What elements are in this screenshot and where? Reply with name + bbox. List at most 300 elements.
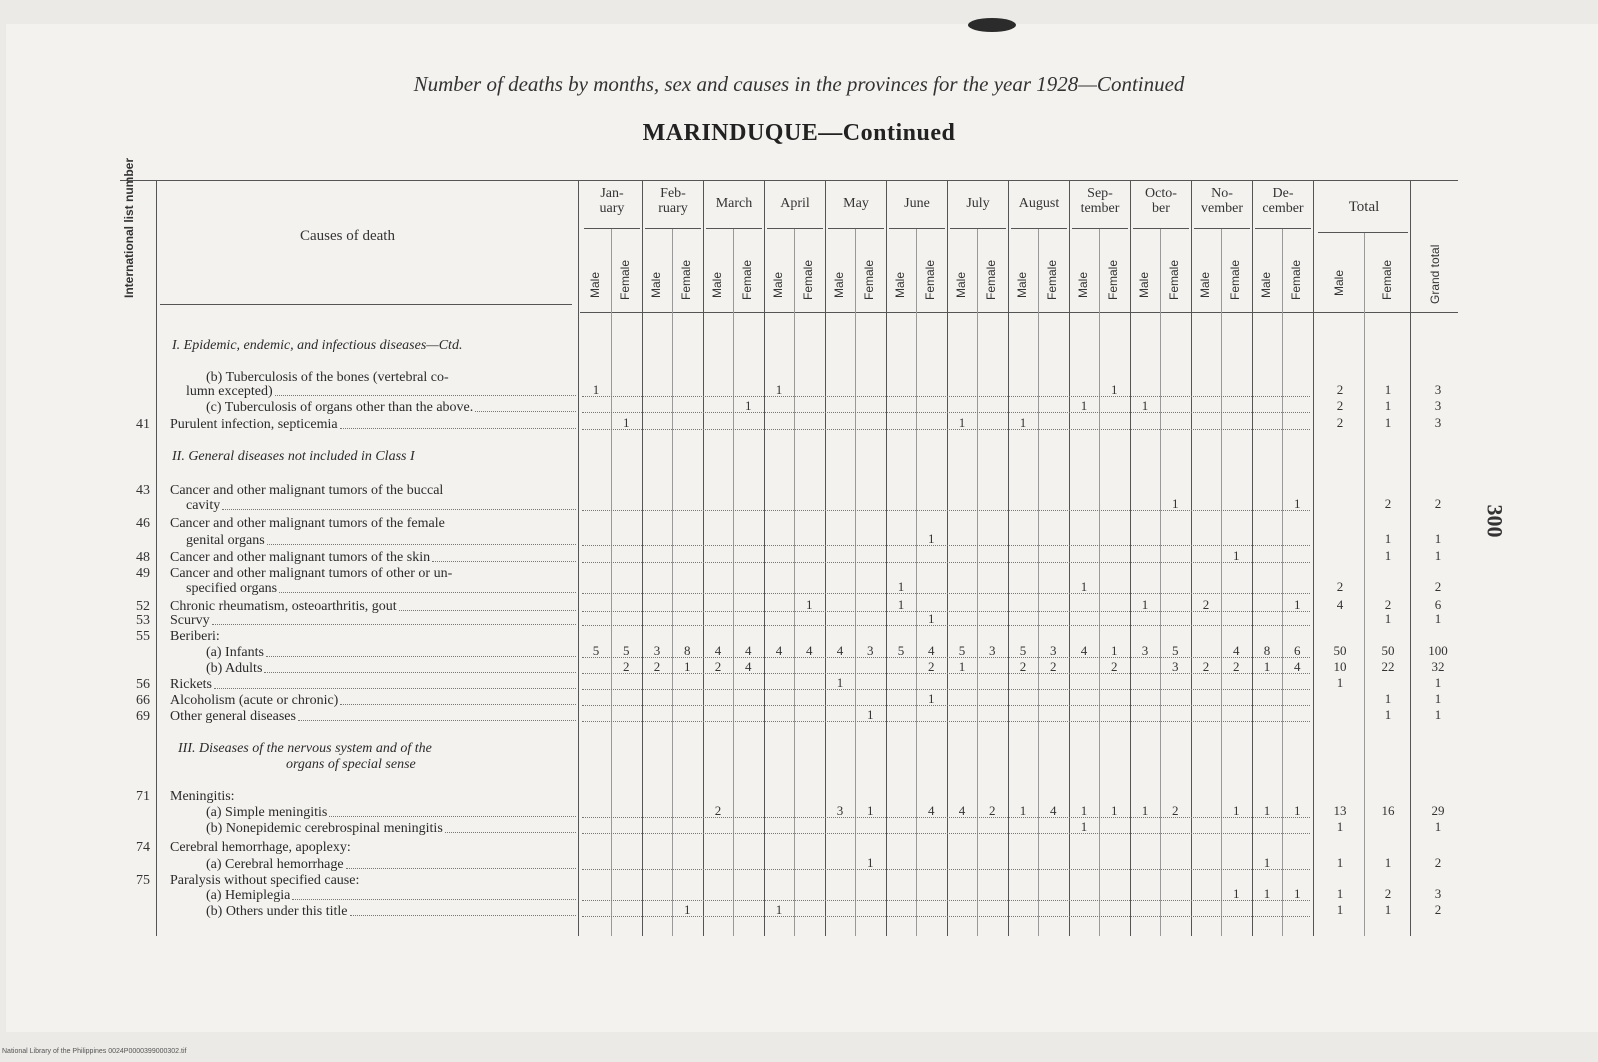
cause-label: Beriberi: <box>170 629 220 644</box>
total-male-cell: 1 <box>1336 855 1344 870</box>
list-number: 53 <box>136 613 150 628</box>
header-list-number: International list number <box>122 157 136 298</box>
data-cell: 3 <box>1049 643 1057 658</box>
dot-leader <box>582 689 1310 690</box>
grand-total-cell: 1 <box>1434 819 1442 834</box>
total-female-cell: 1 <box>1384 382 1392 397</box>
header-male: Male <box>1076 271 1090 298</box>
total-male-cell: 4 <box>1336 597 1344 612</box>
data-cell: 3 <box>653 643 661 658</box>
dot-leader <box>445 832 576 833</box>
total-male-cell: 1 <box>1336 675 1344 690</box>
total-female-cell: 2 <box>1384 496 1392 511</box>
total-male-cell: 10 <box>1333 659 1347 674</box>
footer-credit: National Library of the Philippines 0024P0000399000302.tif <box>2 1048 187 1055</box>
grand-total-cell: 1 <box>1434 548 1442 563</box>
cause-label: Cancer and other malignant tumors of other or un- <box>170 566 453 581</box>
month-rule <box>1133 228 1189 229</box>
data-cell: 2 <box>622 659 630 674</box>
header-month: August <box>1018 196 1060 211</box>
data-cell: 1 <box>592 382 600 397</box>
data-cell: 1 <box>1293 886 1301 901</box>
month-divider <box>703 180 704 936</box>
page-title: Number of deaths by months, sex and causes in the provinces for the year 1928—Continued <box>413 72 1185 96</box>
month-divider <box>1038 228 1039 936</box>
header-male: Male <box>893 271 907 298</box>
cause-label: Rickets <box>170 677 212 692</box>
data-cell: 1 <box>1263 855 1271 870</box>
dot-leader <box>582 721 1310 722</box>
section-heading: organs of special sense <box>286 757 416 772</box>
header-month: No- vember <box>1201 186 1243 216</box>
header-month: De- cember <box>1262 186 1304 216</box>
month-divider <box>825 180 826 936</box>
header-female: Female <box>801 259 815 300</box>
dot-leader <box>582 545 1310 546</box>
data-cell: 2 <box>714 659 722 674</box>
month-rule <box>1194 228 1250 229</box>
dot-leader <box>298 720 576 721</box>
header-month: Jan- uary <box>599 186 625 216</box>
data-cell: 4 <box>927 803 935 818</box>
month-divider <box>1313 180 1314 936</box>
list-number: 66 <box>136 693 150 708</box>
cause-label: specified organs <box>186 581 278 596</box>
data-cell: 2 <box>714 803 722 818</box>
month-divider <box>672 228 673 936</box>
cause-label: (a) Infants <box>206 645 264 660</box>
data-cell: 4 <box>958 803 966 818</box>
list-number: 52 <box>136 599 150 614</box>
cause-label: Paralysis without specified cause: <box>170 873 360 888</box>
header-female: Female <box>984 259 998 300</box>
data-cell: 4 <box>927 643 935 658</box>
header-male: Male <box>1198 271 1212 298</box>
data-cell: 1 <box>1141 597 1149 612</box>
month-divider <box>642 180 643 936</box>
grand-total-cell: 3 <box>1434 398 1442 413</box>
header-month: March <box>715 196 753 211</box>
cause-label: (a) Hemiplegia <box>206 888 291 903</box>
data-cell: 1 <box>744 398 752 413</box>
month-rule <box>1072 228 1128 229</box>
data-cell: 1 <box>1293 803 1301 818</box>
header-month: June <box>904 196 930 211</box>
data-cell: 4 <box>714 643 722 658</box>
cause-label: Cancer and other malignant tumors of the buccal <box>170 483 444 498</box>
data-cell: 1 <box>1141 398 1149 413</box>
dot-leader <box>582 562 1310 563</box>
header-female: Female <box>1289 259 1303 300</box>
grand-total-cell: 1 <box>1434 707 1442 722</box>
header-month: Feb- ruary <box>658 186 688 216</box>
header-month: Octo- ber <box>1145 186 1177 216</box>
month-divider <box>947 180 948 936</box>
data-cell: 1 <box>927 531 935 546</box>
data-cell: 1 <box>897 579 905 594</box>
data-cell: 2 <box>1232 659 1240 674</box>
list-number: 74 <box>136 840 150 855</box>
list-number: 55 <box>136 629 150 644</box>
data-cell: 4 <box>1080 643 1088 658</box>
grand-total-cell: 2 <box>1434 902 1442 917</box>
grand-total-cell: 3 <box>1434 886 1442 901</box>
dot-leader <box>267 544 576 545</box>
month-rule <box>767 228 823 229</box>
month-rule <box>645 228 701 229</box>
data-cell: 1 <box>683 659 691 674</box>
grand-total-cell: 3 <box>1434 382 1442 397</box>
total-female-cell: 1 <box>1384 691 1392 706</box>
cause-label: Purulent infection, septicemia <box>170 417 338 432</box>
total-female-cell: 2 <box>1384 886 1392 901</box>
data-header-rule <box>580 312 1458 313</box>
cause-label: (b) Others under this title <box>206 904 348 919</box>
month-divider <box>1191 180 1192 936</box>
cause-label: (b) Adults <box>206 661 263 676</box>
data-cell: 1 <box>1263 659 1271 674</box>
header-female: Female <box>1045 259 1059 300</box>
data-cell: 1 <box>1080 803 1088 818</box>
header-total: Total <box>1348 199 1380 215</box>
grand-total-cell: 3 <box>1434 415 1442 430</box>
month-rule <box>828 228 884 229</box>
dot-leader <box>399 610 576 611</box>
col-divider-list <box>156 180 157 936</box>
month-rule <box>889 228 945 229</box>
data-cell: 1 <box>1080 579 1088 594</box>
month-rule <box>1011 228 1067 229</box>
data-cell: 5 <box>1171 643 1179 658</box>
month-rule <box>584 228 640 229</box>
cause-label: Cerebral hemorrhage, apoplexy: <box>170 840 351 855</box>
month-divider <box>1282 228 1283 936</box>
header-female: Female <box>679 259 693 300</box>
data-cell: 8 <box>1263 643 1271 658</box>
data-cell: 3 <box>1141 643 1149 658</box>
header-month: April <box>780 196 810 211</box>
section-heading: II. General diseases not included in Class I <box>172 449 415 464</box>
data-cell: 1 <box>775 902 783 917</box>
dot-leader <box>582 833 1310 834</box>
total-female-cell: 50 <box>1381 643 1395 658</box>
grand-total-cell: 2 <box>1434 579 1442 594</box>
header-female: Female <box>923 259 937 300</box>
data-cell: 4 <box>1293 659 1301 674</box>
list-number: 48 <box>136 550 150 565</box>
data-cell: 2 <box>1049 659 1057 674</box>
causes-header-rule <box>160 304 572 305</box>
list-number: 41 <box>136 417 150 432</box>
data-cell: 5 <box>897 643 905 658</box>
data-cell: 2 <box>927 659 935 674</box>
header-male: Male <box>1137 271 1151 298</box>
cause-label: Cancer and other malignant tumors of the female <box>170 516 445 531</box>
data-cell: 2 <box>1171 803 1179 818</box>
dot-leader <box>212 624 576 625</box>
list-number: 43 <box>136 483 150 498</box>
dot-leader <box>475 411 576 412</box>
data-cell: 4 <box>805 643 813 658</box>
dot-leader <box>582 817 1310 818</box>
data-cell: 1 <box>1110 382 1118 397</box>
month-divider <box>794 228 795 936</box>
data-cell: 1 <box>683 902 691 917</box>
grand-total-cell: 1 <box>1434 611 1442 626</box>
header-male: Male <box>588 271 602 298</box>
header-male: Male <box>832 271 846 298</box>
cause-label: Alcoholism (acute or chronic) <box>170 693 339 708</box>
month-divider <box>1221 228 1222 936</box>
grand-total-cell: 2 <box>1434 855 1442 870</box>
header-female: Female <box>1228 259 1242 300</box>
data-cell: 5 <box>958 643 966 658</box>
total-divider <box>1410 180 1411 936</box>
grand-total-cell: 29 <box>1431 803 1445 818</box>
dot-leader <box>582 396 1310 397</box>
data-cell: 4 <box>744 659 752 674</box>
data-cell: 4 <box>775 643 783 658</box>
month-divider <box>977 228 978 936</box>
table-top-rule <box>120 180 1458 181</box>
total-female-cell: 1 <box>1384 855 1392 870</box>
data-cell: 1 <box>866 803 874 818</box>
grand-total-cell: 2 <box>1434 496 1442 511</box>
dot-leader <box>582 705 1310 706</box>
total-female-cell: 16 <box>1381 803 1395 818</box>
data-cell: 3 <box>836 803 844 818</box>
dot-leader <box>582 593 1310 594</box>
data-cell: 3 <box>988 643 996 658</box>
dot-leader <box>582 412 1310 413</box>
ink-blot <box>968 18 1016 32</box>
grand-total-cell: 32 <box>1431 659 1445 674</box>
dot-leader <box>582 429 1310 430</box>
total-male-cell: 2 <box>1336 579 1344 594</box>
dot-leader <box>346 868 576 869</box>
data-cell: 1 <box>927 691 935 706</box>
data-cell: 1 <box>866 707 874 722</box>
data-cell: 1 <box>1293 597 1301 612</box>
list-number: 49 <box>136 566 150 581</box>
month-divider <box>1008 180 1009 936</box>
month-divider <box>1252 180 1253 936</box>
dot-leader <box>214 688 576 689</box>
month-divider <box>733 228 734 936</box>
data-cell: 2 <box>1202 597 1210 612</box>
dot-leader <box>222 509 576 510</box>
data-cell: 1 <box>1080 398 1088 413</box>
total-male-cell: 13 <box>1333 803 1347 818</box>
data-cell: 1 <box>1232 803 1240 818</box>
total-female-cell: 1 <box>1384 415 1392 430</box>
header-male: Male <box>954 271 968 298</box>
month-divider <box>611 228 612 936</box>
total-male-cell: 2 <box>1336 415 1344 430</box>
cause-label: Meningitis: <box>170 789 235 804</box>
dot-leader <box>340 704 576 705</box>
list-number: 56 <box>136 677 150 692</box>
data-cell: 1 <box>1171 496 1179 511</box>
dot-leader <box>264 672 576 673</box>
data-cell: 1 <box>958 415 966 430</box>
dot-leader <box>350 915 576 916</box>
dot-leader <box>582 625 1310 626</box>
data-cell: 1 <box>622 415 630 430</box>
list-number: 75 <box>136 873 150 888</box>
header-male: Male <box>710 271 724 298</box>
data-cell: 1 <box>927 611 935 626</box>
header-male: Male <box>771 271 785 298</box>
header-male: Male <box>1015 271 1029 298</box>
header-female: Female <box>1106 259 1120 300</box>
header-total-female: Female <box>1380 259 1394 300</box>
page-subtitle: MARINDUQUE—Continued <box>642 120 956 146</box>
data-cell: 1 <box>1141 803 1149 818</box>
cause-label: Scurvy <box>170 613 210 628</box>
page-number: 300 <box>1482 504 1508 538</box>
data-cell: 4 <box>1232 643 1240 658</box>
total-rule <box>1318 232 1408 233</box>
dot-leader <box>279 592 576 593</box>
header-month: July <box>966 196 990 211</box>
total-male-cell: 50 <box>1333 643 1347 658</box>
month-rule <box>706 228 762 229</box>
data-cell: 5 <box>1019 643 1027 658</box>
data-cell: 4 <box>1049 803 1057 818</box>
list-number: 71 <box>136 789 150 804</box>
total-sex-divider <box>1364 232 1365 936</box>
month-divider <box>886 180 887 936</box>
data-cell: 1 <box>1110 643 1118 658</box>
month-divider <box>764 180 765 936</box>
month-rule <box>950 228 1006 229</box>
header-month: May <box>843 196 869 211</box>
month-divider <box>855 228 856 936</box>
month-divider <box>1099 228 1100 936</box>
dot-leader <box>275 395 576 396</box>
header-causes: Causes of death <box>300 228 395 244</box>
cause-label: cavity <box>186 498 221 513</box>
section-heading: III. Diseases of the nervous system and of the <box>178 741 432 756</box>
header-female: Female <box>618 259 632 300</box>
header-total-male: Male <box>1332 269 1346 296</box>
header-male: Male <box>1259 271 1273 298</box>
header-male: Male <box>649 271 663 298</box>
total-male-cell: 1 <box>1336 902 1344 917</box>
total-male-cell: 2 <box>1336 398 1344 413</box>
data-cell: 1 <box>1263 886 1271 901</box>
data-cell: 1 <box>1019 803 1027 818</box>
total-female-cell: 1 <box>1384 707 1392 722</box>
data-cell: 3 <box>1171 659 1179 674</box>
month-rule <box>1255 228 1311 229</box>
total-female-cell: 1 <box>1384 611 1392 626</box>
dot-leader <box>340 428 576 429</box>
total-female-cell: 1 <box>1384 548 1392 563</box>
data-cell: 1 <box>836 675 844 690</box>
data-cell: 1 <box>897 597 905 612</box>
data-cell: 1 <box>1110 803 1118 818</box>
grand-total-cell: 1 <box>1434 531 1442 546</box>
cause-label: (b) Nonepidemic cerebrospinal meningitis <box>206 821 443 836</box>
total-female-cell: 1 <box>1384 398 1392 413</box>
dot-leader <box>432 561 576 562</box>
month-divider <box>1130 180 1131 936</box>
total-female-cell: 2 <box>1384 597 1392 612</box>
grand-total-cell: 1 <box>1434 691 1442 706</box>
header-female: Female <box>1167 259 1181 300</box>
cause-label: genital organs <box>186 533 265 548</box>
dot-leader <box>266 656 576 657</box>
total-female-cell: 1 <box>1384 902 1392 917</box>
total-male-cell: 1 <box>1336 886 1344 901</box>
data-cell: 1 <box>805 597 813 612</box>
data-cell: 8 <box>683 643 691 658</box>
list-number: 46 <box>136 516 150 531</box>
data-cell: 6 <box>1293 643 1301 658</box>
cause-label: Cancer and other malignant tumors of the skin <box>170 550 431 565</box>
cause-label: (b) Tuberculosis of the bones (vertebral co- <box>206 370 449 385</box>
total-male-cell: 1 <box>1336 819 1344 834</box>
col-divider-causes <box>578 180 579 936</box>
dot-leader <box>582 510 1310 511</box>
grand-total-cell: 1 <box>1434 675 1442 690</box>
data-cell: 1 <box>1293 496 1301 511</box>
data-cell: 2 <box>1202 659 1210 674</box>
data-cell: 1 <box>1232 886 1240 901</box>
cause-label: Chronic rheumatism, osteoarthritis, gout <box>170 599 397 614</box>
data-cell: 1 <box>1232 548 1240 563</box>
data-cell: 2 <box>653 659 661 674</box>
data-cell: 5 <box>622 643 630 658</box>
grand-total-cell: 6 <box>1434 597 1442 612</box>
data-cell: 4 <box>836 643 844 658</box>
data-cell: 1 <box>866 855 874 870</box>
header-female: Female <box>740 259 754 300</box>
section-heading: I. Epidemic, endemic, and infectious diseases—Ctd. <box>172 338 463 353</box>
cause-label: Other general diseases <box>170 709 296 724</box>
data-cell: 1 <box>958 659 966 674</box>
total-female-cell: 1 <box>1384 531 1392 546</box>
cause-label: (c) Tuberculosis of organs other than the above. <box>206 400 474 415</box>
data-cell: 1 <box>1080 819 1088 834</box>
data-cell: 1 <box>1263 803 1271 818</box>
total-female-cell: 22 <box>1381 659 1395 674</box>
dot-leader <box>292 899 576 900</box>
grand-total-cell: 100 <box>1428 643 1448 658</box>
total-male-cell: 2 <box>1336 382 1344 397</box>
data-cell: 3 <box>866 643 874 658</box>
month-divider <box>916 228 917 936</box>
data-cell: 4 <box>744 643 752 658</box>
data-cell: 1 <box>775 382 783 397</box>
data-cell: 2 <box>988 803 996 818</box>
header-female: Female <box>862 259 876 300</box>
data-cell: 5 <box>592 643 600 658</box>
month-divider <box>1160 228 1161 936</box>
cause-label: (a) Cerebral hemorrhage <box>206 857 344 872</box>
list-number: 69 <box>136 709 150 724</box>
data-cell: 1 <box>1019 415 1027 430</box>
cause-label: (a) Simple meningitis <box>206 805 328 820</box>
dot-leader <box>582 869 1310 870</box>
dot-leader <box>582 900 1310 901</box>
data-cell: 2 <box>1110 659 1118 674</box>
header-month: Sep- tember <box>1080 186 1120 216</box>
data-cell: 2 <box>1019 659 1027 674</box>
dot-leader <box>329 816 576 817</box>
